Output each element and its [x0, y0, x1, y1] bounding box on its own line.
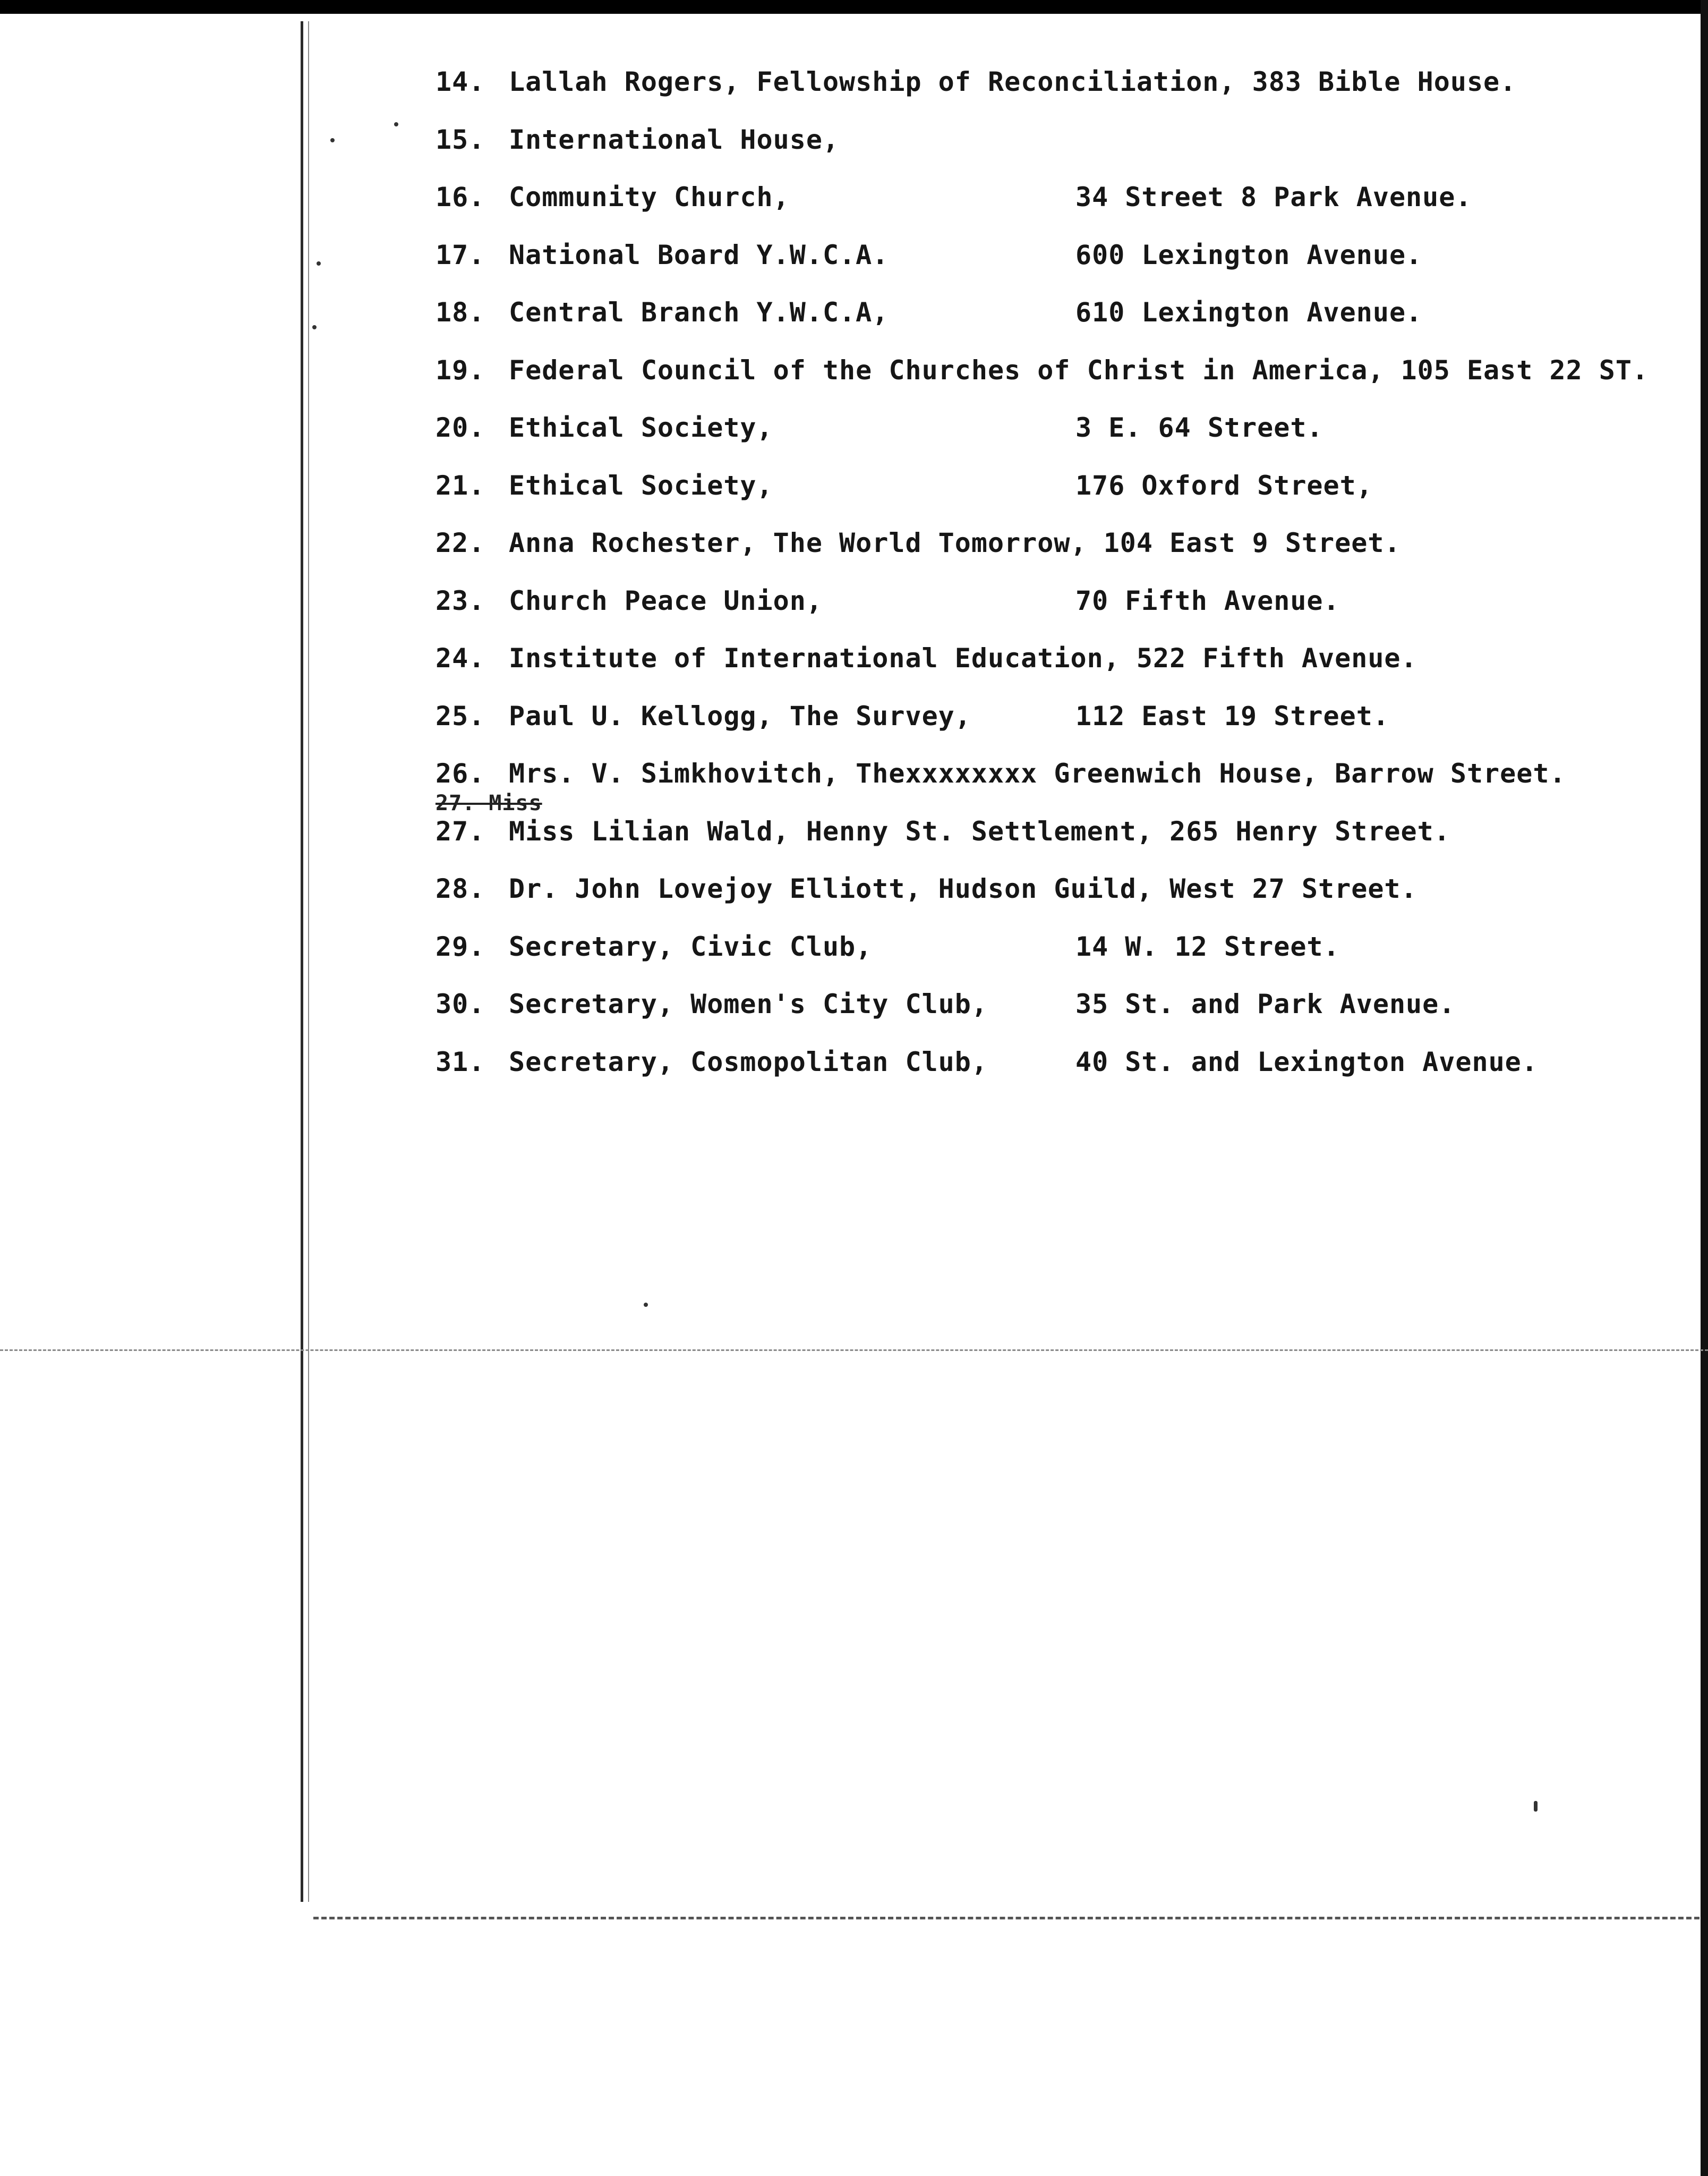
- left-margin-line-shadow: [308, 21, 309, 1902]
- list-item: [435, 697, 1678, 755]
- list-item: [435, 63, 1678, 121]
- item-address: 112 East 19 Street.: [1075, 700, 1389, 732]
- item-number: 22.: [435, 528, 485, 558]
- item-name: International House,: [509, 124, 840, 155]
- list-item: [435, 236, 1678, 294]
- item-number: 14.: [435, 66, 485, 97]
- item-name: Federal Council of the Churches of Christ in America, 105 East 22 ST.: [509, 354, 1649, 386]
- item-number: 18.: [435, 297, 485, 328]
- item-name: Ethical Society,: [509, 412, 773, 443]
- left-margin-line: [301, 21, 303, 1902]
- list-item: [435, 928, 1678, 985]
- struck-out-text: 27. Miss: [435, 791, 542, 815]
- list-item: [435, 582, 1678, 640]
- item-number: 25.: [435, 700, 485, 732]
- item-number: 31.: [435, 1046, 485, 1077]
- speck: [317, 261, 321, 266]
- list-item: [435, 870, 1678, 928]
- item-address: 600 Lexington Avenue.: [1075, 239, 1423, 270]
- list-item: [435, 178, 1678, 236]
- speck: [394, 122, 398, 126]
- list-item: [435, 466, 1678, 524]
- item-number: 20.: [435, 412, 485, 443]
- list-item: [435, 985, 1678, 1043]
- speck: [1534, 1801, 1538, 1812]
- list-item: [435, 1043, 1678, 1101]
- item-number: 23.: [435, 585, 485, 616]
- item-name: Miss Lilian Wald, Henny St. Settlement, 265 Henry Street.: [509, 815, 1450, 847]
- item-name: Anna Rochester, The World Tomorrow, 104 East 9 Street.: [509, 528, 1401, 558]
- item-name: Church Peace Union,: [509, 585, 823, 616]
- item-name: National Board Y.W.C.A.: [509, 239, 889, 270]
- item-number: 26.: [435, 758, 485, 789]
- page-right-edge: [1701, 0, 1708, 2176]
- item-address: 70 Fifth Avenue.: [1075, 585, 1340, 616]
- item-number: 29.: [435, 931, 485, 962]
- item-address: 610 Lexington Avenue.: [1075, 297, 1423, 328]
- fold-line: [0, 1349, 1708, 1351]
- speck: [330, 138, 335, 142]
- item-name: Secretary, Women's City Club,: [509, 989, 988, 1019]
- item-number: 28.: [435, 873, 485, 904]
- item-number: 16.: [435, 182, 485, 212]
- speck: [644, 1303, 648, 1307]
- item-name: Secretary, Cosmopolitan Club,: [509, 1046, 988, 1077]
- item-address: 35 St. and Park Avenue.: [1075, 989, 1456, 1019]
- page-top-edge: [0, 0, 1708, 14]
- item-name: Lallah Rogers, Fellowship of Reconciliation, 383 Bible House.: [509, 66, 1517, 97]
- item-address: 176 Oxford Street,: [1075, 470, 1373, 501]
- item-name: Community Church,: [509, 182, 790, 212]
- item-address: 34 Street 8 Park Avenue.: [1075, 182, 1472, 212]
- item-number: 19.: [435, 354, 485, 386]
- list-item: [435, 754, 1678, 815]
- list-item: [435, 121, 1678, 178]
- item-address: 3 E. 64 Street.: [1075, 412, 1323, 443]
- item-name: Central Branch Y.W.C.A,: [509, 297, 889, 328]
- item-name: Paul U. Kellogg, The Survey,: [509, 700, 971, 732]
- item-name: Mrs. V. Simkhovitch, Thexxxxxxxx Greenwich House, Barrow Street.: [509, 758, 1566, 789]
- item-name: Dr. John Lovejoy Elliott, Hudson Guild, West 27 Street.: [509, 873, 1417, 904]
- item-number: 21.: [435, 470, 485, 501]
- item-number: 17.: [435, 239, 485, 270]
- item-address: 14 W. 12 Street.: [1075, 931, 1340, 962]
- item-name: Secretary, Civic Club,: [509, 931, 873, 962]
- bottom-page-edge: [313, 1917, 1700, 1919]
- item-number: 27.: [435, 815, 485, 847]
- item-number: 24.: [435, 643, 485, 674]
- list-item: [435, 409, 1678, 466]
- speck: [312, 325, 317, 329]
- list-item: [435, 293, 1678, 351]
- list-item: [435, 351, 1678, 409]
- list-item: [435, 812, 1678, 870]
- address-list: [435, 63, 1678, 1100]
- list-item: [435, 639, 1678, 697]
- list-item: [435, 524, 1678, 582]
- item-name: Ethical Society,: [509, 470, 773, 501]
- item-name: Institute of International Education, 522 Fifth Avenue.: [509, 643, 1417, 674]
- item-number: 15.: [435, 124, 485, 155]
- item-address: 40 St. and Lexington Avenue.: [1075, 1046, 1538, 1077]
- item-number: 30.: [435, 989, 485, 1019]
